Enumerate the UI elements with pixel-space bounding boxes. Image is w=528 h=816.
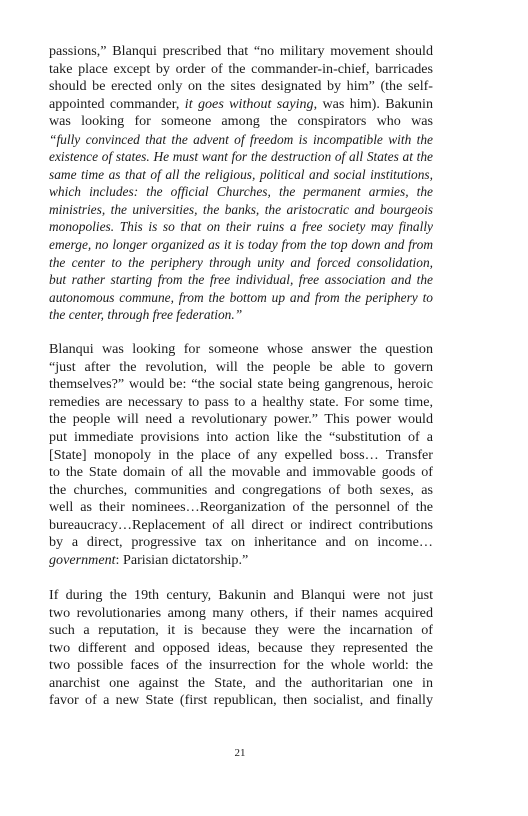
paragraph-1 <box>49 43 433 324</box>
quote-line: which includes: the official Churches, the permanent armies, the <box>49 184 433 200</box>
text-line: two possible faces of the insurrection for the whole world: the <box>49 657 433 674</box>
text-line: bureaucracy…Replacement of all direct or indirect contributions <box>49 516 433 533</box>
quote-line: autonomous commune, from the bottom up and from the periphery to <box>49 289 433 305</box>
text-line: two different and opposed ideas, because they represented the <box>49 639 433 656</box>
paragraph-2 <box>49 341 433 569</box>
quote-line: “fully convinced that the advent of freedom is incompatible with the <box>49 131 433 147</box>
quote-line: monopolies. This is so that on their ruins a free society may finally <box>49 219 433 235</box>
text-line: take place except by order of the commander-in-chief, barricades <box>49 60 433 77</box>
text-line: such a reputation, it is because they were the incarnation of <box>49 622 433 639</box>
text-line: “just after the revolution, will the people be able to govern <box>49 358 433 375</box>
quote-line: existence of states. He must want for the destruction of all States at the <box>49 149 433 165</box>
text-line: passions,” Blanqui prescribed that “no military movement should <box>49 43 433 59</box>
text-line: themselves?” would be: “the social state being gangrenous, heroic <box>49 376 433 393</box>
text-line: the people will need a revolutionary power.” This power would <box>49 411 433 428</box>
text-run: : Parisian dictatorship.” <box>115 551 249 568</box>
italic-phrase: it goes without saying <box>184 95 314 112</box>
text-line: remedies are necessary to pass to a healthy state. For some time, <box>49 393 433 410</box>
quote-line: emerge, no longer organized as it is today from the top down and from <box>49 237 433 253</box>
text-line: well as their nominees…Reorganization of the personnel of the <box>49 499 433 516</box>
text-line: put immediate provisions into action like the “substitution of a <box>49 429 433 446</box>
text-line: the churches, communities and congregations of both sexes, as <box>49 481 433 498</box>
text-run: , was him). Bakunin <box>313 95 433 112</box>
text-line: two revolutionaries among many others, if their names acquired <box>49 604 433 621</box>
text-line <box>49 552 433 570</box>
text-line: [State] monopoly in the place of any expelled boss… Transfer <box>49 446 433 463</box>
text-line: favor of a new State (first republican, then socialist, and finally <box>49 692 433 709</box>
quote-line: the center, through free federation.” <box>49 307 243 323</box>
page-number: 21 <box>234 747 246 759</box>
text-line: Blanqui was looking for someone whose answer the question <box>49 341 433 358</box>
body-text <box>49 43 433 710</box>
text-line: to the State domain of all the movable and immovable goods of <box>49 464 433 481</box>
text-line: If during the 19th century, Bakunin and Blanqui were not just <box>49 586 433 603</box>
text-line <box>49 96 433 114</box>
text-line: should be erected only on the sites designated by him” (the self- <box>49 78 433 95</box>
quote-line: same time as that of all the religious, political and social institutions, <box>49 166 433 182</box>
text-line: by a direct, progressive tax on inheritance and on income… <box>49 534 433 551</box>
italic-phrase: government <box>49 551 116 568</box>
text-line: was looking for someone among the conspirators who was <box>49 113 433 130</box>
text-line: anarchist one against the State, and the authoritarian one in <box>49 674 433 691</box>
quote-line: ministries, the universities, the banks, the aristocratic and bourgeois <box>49 201 433 217</box>
paragraph-3 <box>49 587 433 710</box>
text-run: appointed commander, <box>49 95 185 112</box>
quote-line: but rather starting from the free individual, free association and the <box>49 272 433 288</box>
quote-line: the center to the periphery through unity and forced consolidation, <box>49 254 433 270</box>
